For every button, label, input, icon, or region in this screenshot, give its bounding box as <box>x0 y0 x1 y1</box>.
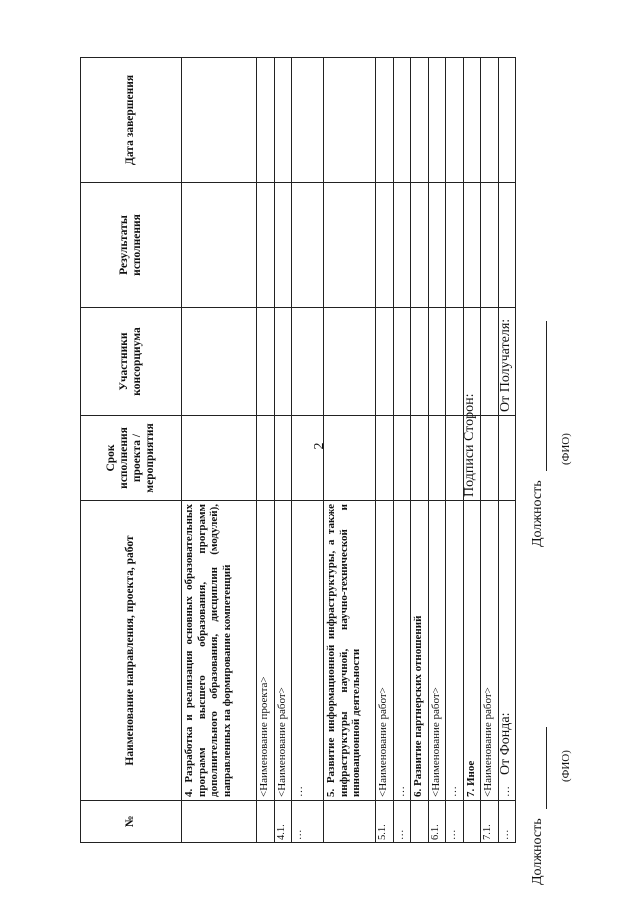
row-title: 5. Развитие информационной инфраструктуры, а также инфраструктуры научной, научно-технической и инновационной деятельности <box>324 501 376 801</box>
table-row <box>376 58 394 843</box>
row-number: … <box>446 801 464 843</box>
row-title: <Наименование работ> <box>481 501 499 801</box>
row-title: 7. Иное <box>463 501 481 801</box>
signatures-title: Подписи Сторон: <box>462 393 477 497</box>
row-number <box>257 801 275 843</box>
table-row <box>324 58 376 843</box>
table-header-row <box>81 58 182 843</box>
row-title: 4. Разработка и реализация основных образовательных программ высшего образования, программ дополнительного образования, дисциплин (модулей), направленных на формирование компетенций <box>182 501 257 801</box>
row-title: <Наименование работ> <box>428 501 446 801</box>
row-title: <Наименование проекта> <box>257 501 275 801</box>
header-number: № <box>81 801 182 843</box>
row-number: … <box>498 801 516 843</box>
fund-signature-line <box>546 727 547 809</box>
table-row <box>182 58 257 843</box>
row-number: 4.1. <box>274 801 292 843</box>
recipient-position-label: Должность <box>530 480 545 547</box>
header-date: Дата завершения <box>81 58 182 183</box>
row-number: 6.1. <box>428 801 446 843</box>
row-number: … <box>393 801 411 843</box>
table-row <box>292 58 324 843</box>
row-number <box>463 801 481 843</box>
table-row <box>428 58 446 843</box>
row-title: … <box>446 501 464 801</box>
table-row <box>481 58 499 843</box>
row-number: … <box>292 801 324 843</box>
fund-label: От Фонда: <box>498 712 513 775</box>
row-title: … <box>292 501 324 801</box>
row-number <box>411 801 429 843</box>
recipient-signature-line <box>546 321 547 471</box>
header-participants: Участники консорциума <box>81 308 182 416</box>
row-title: … <box>393 501 411 801</box>
recipient-label: От Получателя: <box>498 318 513 412</box>
page-number: 2 <box>312 442 327 450</box>
row-number: 7.1. <box>481 801 499 843</box>
header-name: Наименование направления, проекта, работ <box>81 501 182 801</box>
table-row <box>411 58 429 843</box>
table-row <box>257 58 275 843</box>
table-row <box>274 58 292 843</box>
recipient-fio-label: (ФИО) <box>560 433 572 465</box>
header-results: Результаты исполнения <box>81 183 182 308</box>
row-number <box>182 801 257 843</box>
row-number: 5.1. <box>376 801 394 843</box>
row-title: … <box>498 501 516 801</box>
work-plan-table <box>80 57 516 843</box>
fund-fio-label: (ФИО) <box>560 750 572 782</box>
row-number <box>324 801 376 843</box>
header-term: Срок исполнения проекта / мероприятия <box>81 416 182 501</box>
fund-position-label: Должность <box>530 818 545 885</box>
row-title: 6. Развитие партнерских отношений <box>411 501 429 801</box>
table-row <box>393 58 411 843</box>
row-title: <Наименование работ> <box>376 501 394 801</box>
table-row <box>446 58 464 843</box>
row-title: <Наименование работ> <box>274 501 292 801</box>
